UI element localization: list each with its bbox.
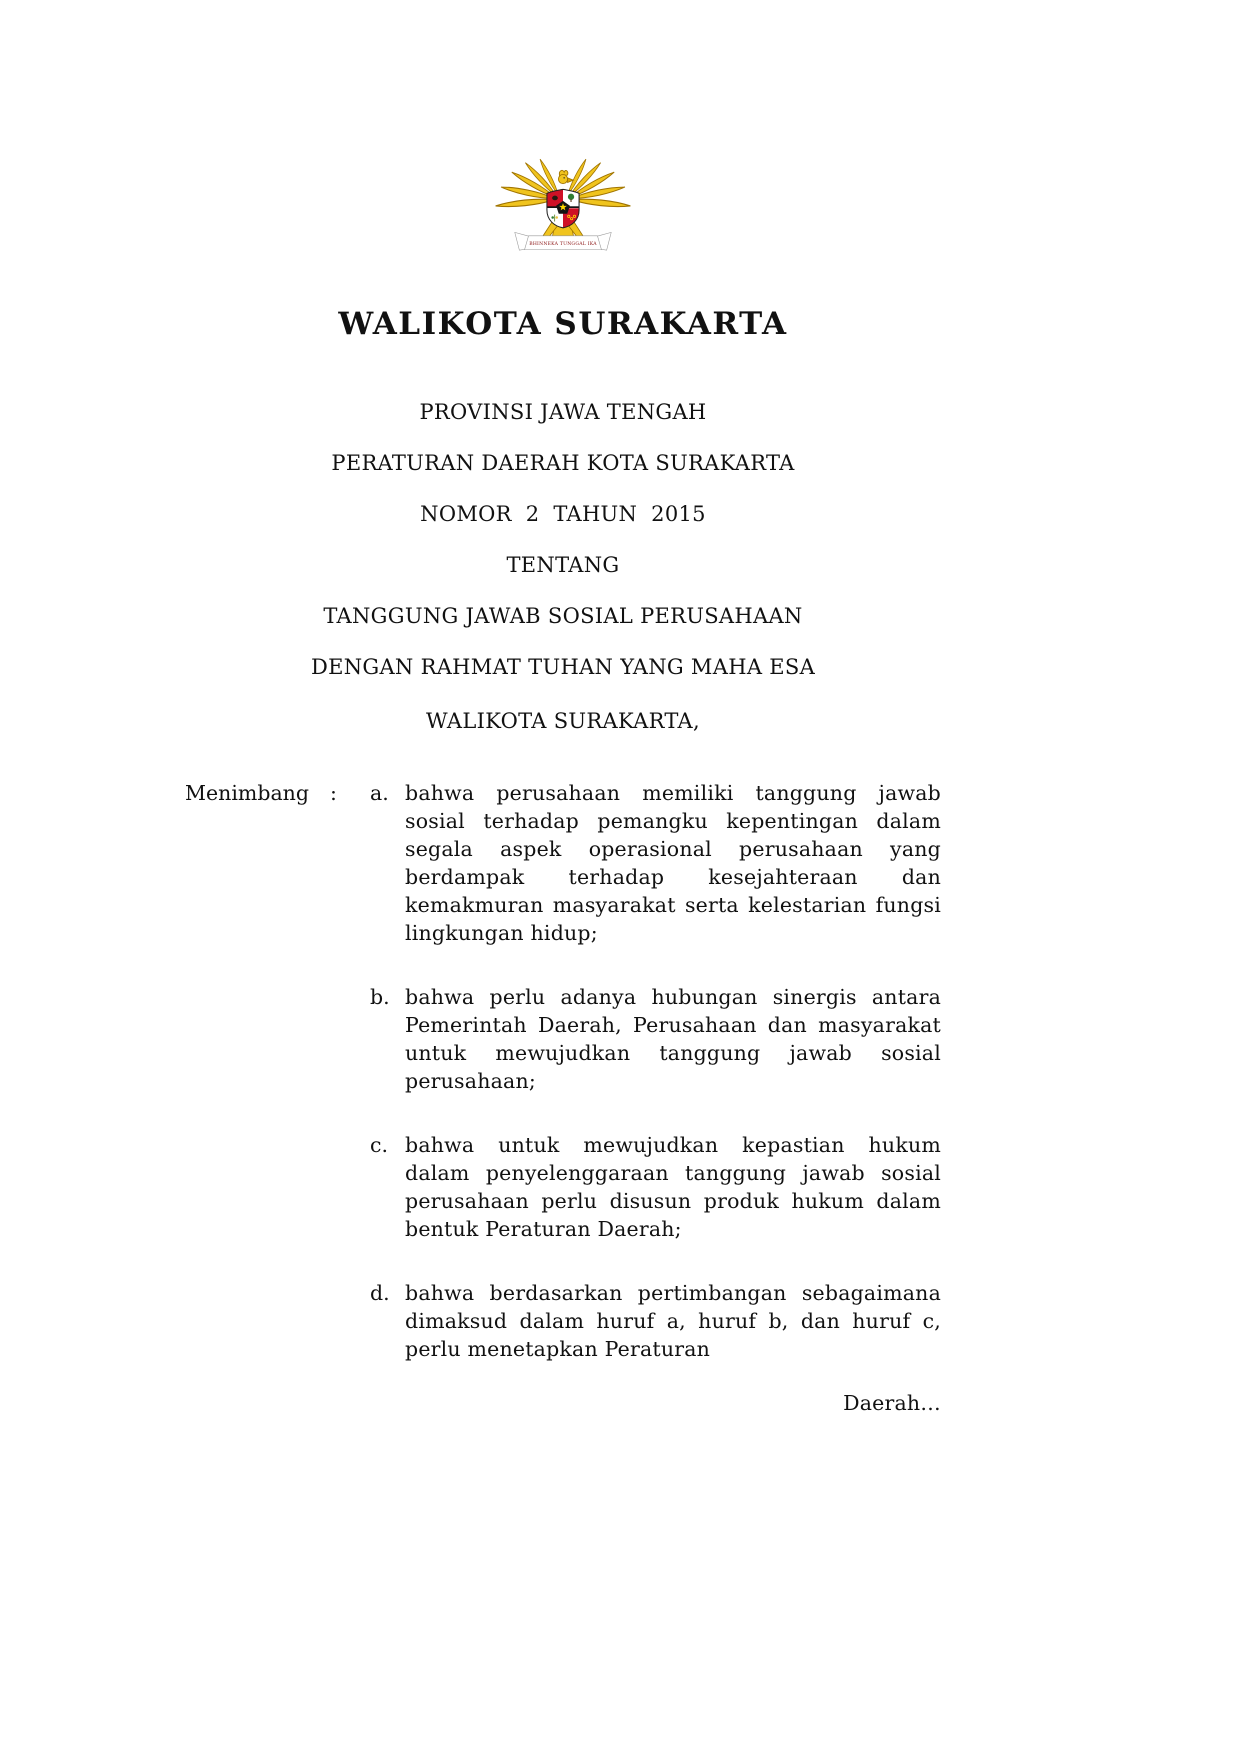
motto-banner-text: BHINNEKA TUNGGAL IKA: [529, 242, 597, 248]
header-line-nomor: NOMOR 2 TAHUN 2015: [420, 502, 706, 526]
considering-item-c: [370, 1131, 941, 1243]
item-text: bahwa untuk mewujudkan kepastian hukum dalam penyelenggaraan tanggung jawab sosial perusahaan perlu disusun produk hukum dalam bentuk Peraturan Daerah;: [405, 1133, 941, 1241]
garuda-pancasila-emblem: [185, 140, 941, 274]
catchword: Daerah…: [843, 1391, 941, 1415]
header-line-peraturan: PERATURAN DAERAH KOTA SURAKARTA: [331, 451, 795, 475]
considering-item-a: [370, 779, 941, 947]
document-header: [185, 398, 941, 681]
header-line-tentang: TENTANG: [506, 553, 620, 577]
considering-item-b: [370, 983, 941, 1095]
item-text: bahwa perusahaan memiliki tanggung jawab sosial terhadap pemangku kepentingan dalam segala aspek operasional perusahaan yang berdampak terhadap kesejahteraan dan kemakmuran masyarakat serta kelestarian fungsi lingkungan hidup;: [405, 781, 941, 945]
header-line-subject: TANGGUNG JAWAB SOSIAL PERUSAHAAN: [323, 604, 803, 628]
considering-items: [370, 779, 941, 1363]
item-text: bahwa perlu adanya hubungan sinergis antara Pemerintah Daerah, Perusahaan dan masyarakat untuk mewujudkan tanggung jawab sosial perusahaan;: [405, 985, 941, 1093]
item-letter: d.: [370, 1281, 390, 1305]
garuda-eye-icon: [563, 177, 564, 178]
item-letter: b.: [370, 985, 390, 1009]
considering-item-d: [370, 1279, 941, 1363]
header-line-rahmat: DENGAN RAHMAT TUHAN YANG MAHA ESA: [310, 655, 816, 679]
item-text: bahwa berdasarkan pertimbangan sebagaimana dimaksud dalam huruf a, huruf b, dan huruf c, perlu menetapkan Peraturan: [405, 1281, 941, 1361]
pancasila-shield-icon: [547, 189, 579, 228]
item-letter: c.: [370, 1133, 388, 1157]
considering-separator: :: [330, 781, 337, 805]
salutation: WALIKOTA SURAKARTA,: [426, 709, 700, 733]
considering-label: Menimbang: [185, 781, 309, 805]
header-line-provinsi: PROVINSI JAWA TENGAH: [419, 400, 707, 424]
item-letter: a.: [370, 781, 389, 805]
considering-section: [185, 779, 941, 1363]
page-title: WALIKOTA SURAKARTA: [338, 306, 788, 342]
garuda-icon: [494, 140, 632, 272]
